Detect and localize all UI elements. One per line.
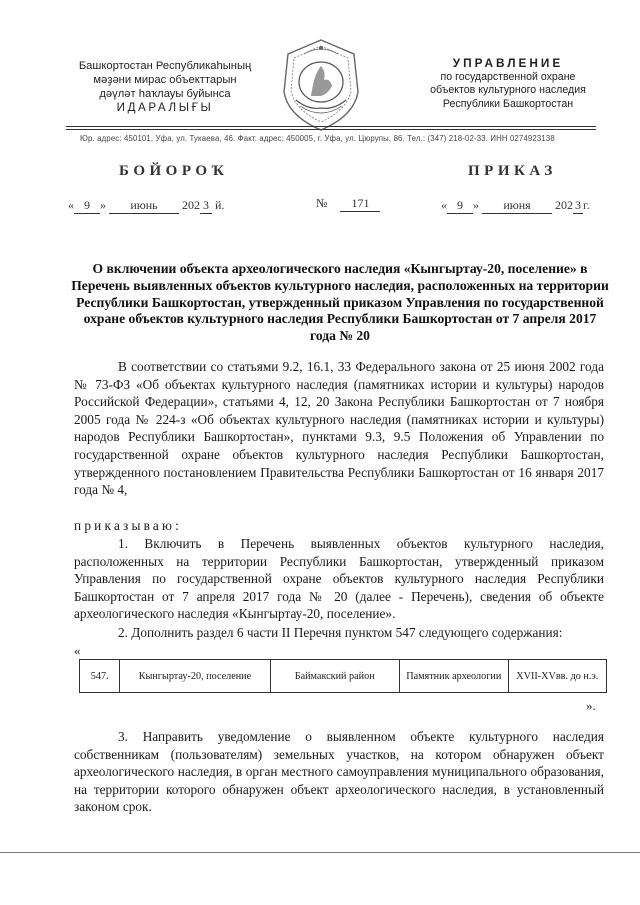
address-line: Юр. адрес: 450101, Уфа, ул. Тукаева, 46. Факт. адрес: 450005, г. Уфа, ул. Цюрупы, 86. Тел.: (347) 218-02-33. ИНН 0274923138 bbox=[80, 134, 555, 143]
order-word: приказываю: bbox=[74, 518, 183, 533]
page-edge-line bbox=[0, 852, 640, 853]
org-title: УПРАВЛЕНИЕ bbox=[452, 56, 564, 70]
header-rule bbox=[66, 126, 596, 127]
item-3-paragraph: 3. Направить уведомление о выявленном объекте культурного наследия собственникам (пользователям) земельных участков, на котором обнаружен объект археологического наследия, в орган местного самоуправления муниципального образования, на территории которого обнаружен объект археологического наследия, в установленный законом срок. bbox=[74, 729, 604, 815]
table-cell-number: 547. bbox=[80, 660, 120, 693]
date-suffix: г. bbox=[583, 198, 590, 212]
org-line: Башкортостан Республикаһының bbox=[78, 60, 252, 72]
date-month: июнь bbox=[109, 198, 179, 214]
org-line: Республики Башкортостан bbox=[442, 97, 574, 110]
quote-close: ». bbox=[586, 698, 596, 713]
object-table bbox=[79, 659, 607, 693]
org-line: объектов культурного наследия bbox=[430, 84, 586, 97]
doc-type-russian: ПРИКАЗ bbox=[468, 163, 557, 179]
table-cell-name: Кынгыртау-20, поселение bbox=[120, 660, 270, 693]
date-year-digit: 3 bbox=[200, 198, 212, 214]
org-name-bashkir bbox=[70, 59, 260, 115]
quote-mark: « bbox=[68, 198, 74, 212]
date-month: июня bbox=[482, 198, 552, 214]
number-sign: № bbox=[316, 196, 328, 210]
org-line: по государственной охране bbox=[440, 70, 576, 83]
quote-mark: » bbox=[100, 198, 106, 212]
preamble-paragraph: В соответствии со статьями 9.2, 16.1, 33 Федерального закона от 25 июня 2002 года № 73-ФЗ «Об объектах культурного наследия (памятниках истории и культуры) народов Российской Федерации», статьями 4, 12, 20 Закона Республики Башкортостан от 7 ноября 2005 года № 224-з «Об объектах культурного наследия (памятниках истории и культуры) народов Республики Башкортостан», пунктами 9.3, 9.5 Положения об Управлении по государственной охране объектов культурного наследия Республики Башкортостан, утвержденного постановлением Правительства Республики Башкортостан от 16 января 2017 года № 4, bbox=[74, 359, 604, 498]
doc-type-bashkir: БОЙОРОҠ bbox=[119, 163, 229, 179]
date-year: 202 bbox=[555, 198, 573, 212]
date-day: 9 bbox=[447, 198, 473, 214]
bashkortostan-emblem-icon bbox=[274, 34, 368, 136]
org-name-russian bbox=[420, 57, 596, 111]
quote-mark: « bbox=[441, 198, 447, 212]
order-number bbox=[316, 196, 380, 212]
date-suffix: й. bbox=[215, 198, 225, 212]
date-year: 202 bbox=[182, 198, 200, 212]
item-1-paragraph: 1. Включить в Перечень выявленных объектов культурного наследия, расположенных на территории Республики Башкортостан, утвержденный приказом Управления по государственной охране объектов культурного наследия Республики Башкортостан от 7 апреля 2017 года № 20 (далее - Перечень), сведения об объекте археологического наследия «Кынгыртау-20, поселение». bbox=[74, 536, 604, 622]
org-line: дәүләт һаҡлауы буйынса bbox=[99, 88, 231, 100]
date-right bbox=[441, 198, 590, 214]
header-rule bbox=[66, 129, 596, 130]
table-cell-type: Памятник археологии bbox=[399, 660, 508, 693]
table-row bbox=[80, 660, 607, 693]
org-line: ИДАРАЛЫҒЫ bbox=[116, 101, 214, 114]
date-day: 9 bbox=[74, 198, 100, 214]
table-cell-district: Баймакский район bbox=[270, 660, 399, 693]
quote-mark: » bbox=[473, 198, 479, 212]
quote-open: « bbox=[74, 643, 81, 658]
table-cell-date: XVII-XVвв. до н.э. bbox=[508, 660, 606, 693]
item-2-paragraph: 2. Дополнить раздел 6 части II Перечня пунктом 547 следующего содержания: bbox=[118, 625, 563, 640]
document-title: О включении объекта археологического наследия «Кынгыртау-20, поселение» в Перечень выявленных объектов культурного наследия, расположенных на территории Республики Башкортостан, утвержденный приказом Управления по государственной охране объектов культурного наследия Республики Башкортостан от 7 апреля 2017 года № 20 bbox=[71, 261, 609, 344]
date-year-digit: 3 bbox=[575, 198, 581, 212]
number-value: 171 bbox=[340, 196, 380, 212]
date-left bbox=[68, 198, 224, 214]
org-line: мәҙәни мирас объекттарын bbox=[93, 74, 237, 86]
